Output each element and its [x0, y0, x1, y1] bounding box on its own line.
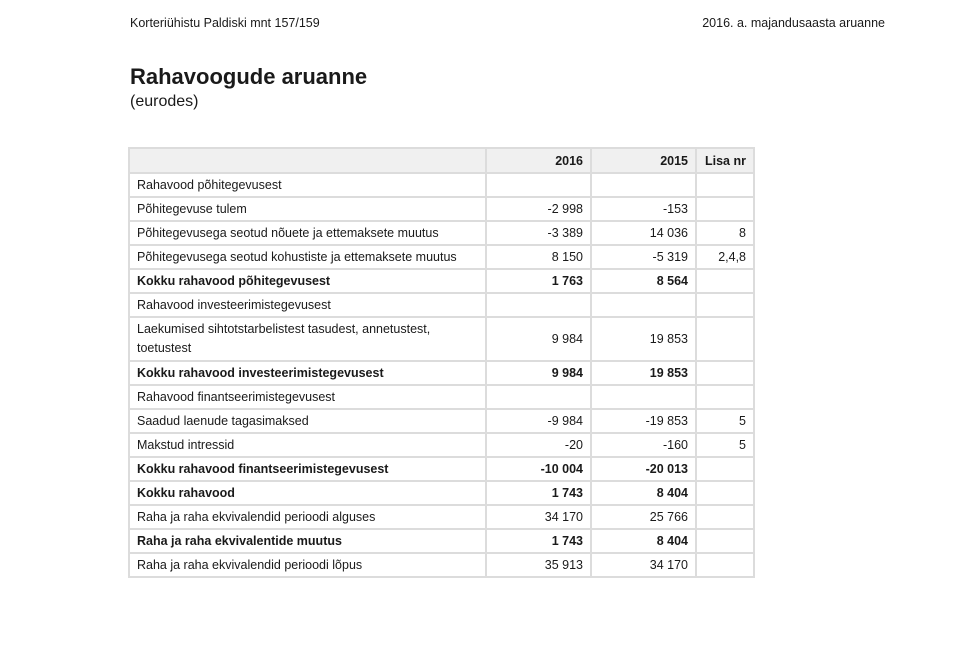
row-value-2015: -5 319	[591, 245, 696, 269]
row-note	[696, 173, 754, 197]
row-value-2016: -9 984	[486, 409, 591, 433]
table-row-section-operating	[129, 173, 754, 197]
row-label: Rahavood põhitegevusest	[129, 173, 486, 197]
row-value-2016: 1 763	[486, 269, 591, 293]
row-value-2015	[591, 173, 696, 197]
row-value-2015: -19 853	[591, 409, 696, 433]
report-name: 2016. a. majandusaasta aruanne	[702, 16, 885, 30]
row-value-2016	[486, 293, 591, 317]
table-header-row	[129, 148, 754, 173]
table-row	[129, 433, 754, 457]
table-row	[129, 245, 754, 269]
row-value-2016: 34 170	[486, 505, 591, 529]
row-note: 8	[696, 221, 754, 245]
row-note	[696, 361, 754, 385]
row-value-2016: 1 743	[486, 529, 591, 553]
row-note	[696, 481, 754, 505]
row-value-2016: 35 913	[486, 553, 591, 577]
column-header-label	[129, 148, 486, 173]
row-label: Rahavood finantseerimistegevusest	[129, 385, 486, 409]
row-value-2015: -153	[591, 197, 696, 221]
table-row-cash-end	[129, 553, 754, 577]
row-value-2015: 8 404	[591, 529, 696, 553]
table-row	[129, 197, 754, 221]
row-label: Kokku rahavood investeerimistegevusest	[129, 361, 486, 385]
row-value-2016: 8 150	[486, 245, 591, 269]
organization-name: Korteriühistu Paldiski mnt 157/159	[130, 16, 320, 30]
row-value-2016: 1 743	[486, 481, 591, 505]
row-value-2016: 9 984	[486, 361, 591, 385]
table-row-subtotal-investing	[129, 361, 754, 385]
table-row	[129, 317, 754, 361]
table-row-subtotal-operating	[129, 269, 754, 293]
row-label: Kokku rahavood põhitegevusest	[129, 269, 486, 293]
table-row-subtotal-financing	[129, 457, 754, 481]
table-row-section-financing	[129, 385, 754, 409]
row-value-2015: 19 853	[591, 361, 696, 385]
table-row	[129, 221, 754, 245]
row-note: 2,4,8	[696, 245, 754, 269]
row-label: Kokku rahavood finantseerimistegevusest	[129, 457, 486, 481]
table-row-cash-beginning	[129, 505, 754, 529]
row-value-2015: 19 853	[591, 317, 696, 361]
table-row-total-cash-flow	[129, 481, 754, 505]
row-label: Rahavood investeerimistegevusest	[129, 293, 486, 317]
row-value-2015: 34 170	[591, 553, 696, 577]
row-note	[696, 317, 754, 361]
row-label: Makstud intressid	[129, 433, 486, 457]
row-note	[696, 385, 754, 409]
row-note	[696, 529, 754, 553]
page-title: Rahavoogude aruanne	[130, 64, 368, 89]
row-label: Kokku rahavood	[129, 481, 486, 505]
row-note: 5	[696, 433, 754, 457]
row-label: Laekumised sihtotstarbelistest tasudest, annetustest, toetustest	[129, 317, 486, 361]
row-label: Põhitegevusega seotud kohustiste ja ettemaksete muutus	[129, 245, 486, 269]
row-value-2015	[591, 385, 696, 409]
row-value-2015: -160	[591, 433, 696, 457]
row-note	[696, 553, 754, 577]
row-value-2015: -20 013	[591, 457, 696, 481]
row-value-2015: 14 036	[591, 221, 696, 245]
row-value-2016: -20	[486, 433, 591, 457]
cash-flow-table	[128, 147, 755, 578]
row-label: Raha ja raha ekvivalendid perioodi alguses	[129, 505, 486, 529]
row-label: Raha ja raha ekvivalentide muutus	[129, 529, 486, 553]
row-label: Raha ja raha ekvivalendid perioodi lõpus	[129, 553, 486, 577]
row-note	[696, 457, 754, 481]
row-note	[696, 269, 754, 293]
row-note	[696, 505, 754, 529]
table-row-section-investing	[129, 293, 754, 317]
table-row	[129, 409, 754, 433]
row-value-2015	[591, 293, 696, 317]
row-label: Põhitegevusega seotud nõuete ja ettemaksete muutus	[129, 221, 486, 245]
page-subtitle: (eurodes)	[130, 93, 199, 110]
row-note	[696, 197, 754, 221]
row-value-2015: 8 404	[591, 481, 696, 505]
column-header-2015: 2015	[591, 148, 696, 173]
row-note: 5	[696, 409, 754, 433]
row-label: Põhitegevuse tulem	[129, 197, 486, 221]
row-value-2015: 8 564	[591, 269, 696, 293]
row-label: Saadud laenude tagasimaksed	[129, 409, 486, 433]
row-value-2015: 25 766	[591, 505, 696, 529]
column-header-lisa: Lisa nr	[696, 148, 754, 173]
row-value-2016: 9 984	[486, 317, 591, 361]
row-value-2016: -10 004	[486, 457, 591, 481]
row-value-2016	[486, 173, 591, 197]
row-value-2016	[486, 385, 591, 409]
column-header-2016: 2016	[486, 148, 591, 173]
row-value-2016: -3 389	[486, 221, 591, 245]
row-value-2016: -2 998	[486, 197, 591, 221]
row-note	[696, 293, 754, 317]
table-row-cash-change	[129, 529, 754, 553]
